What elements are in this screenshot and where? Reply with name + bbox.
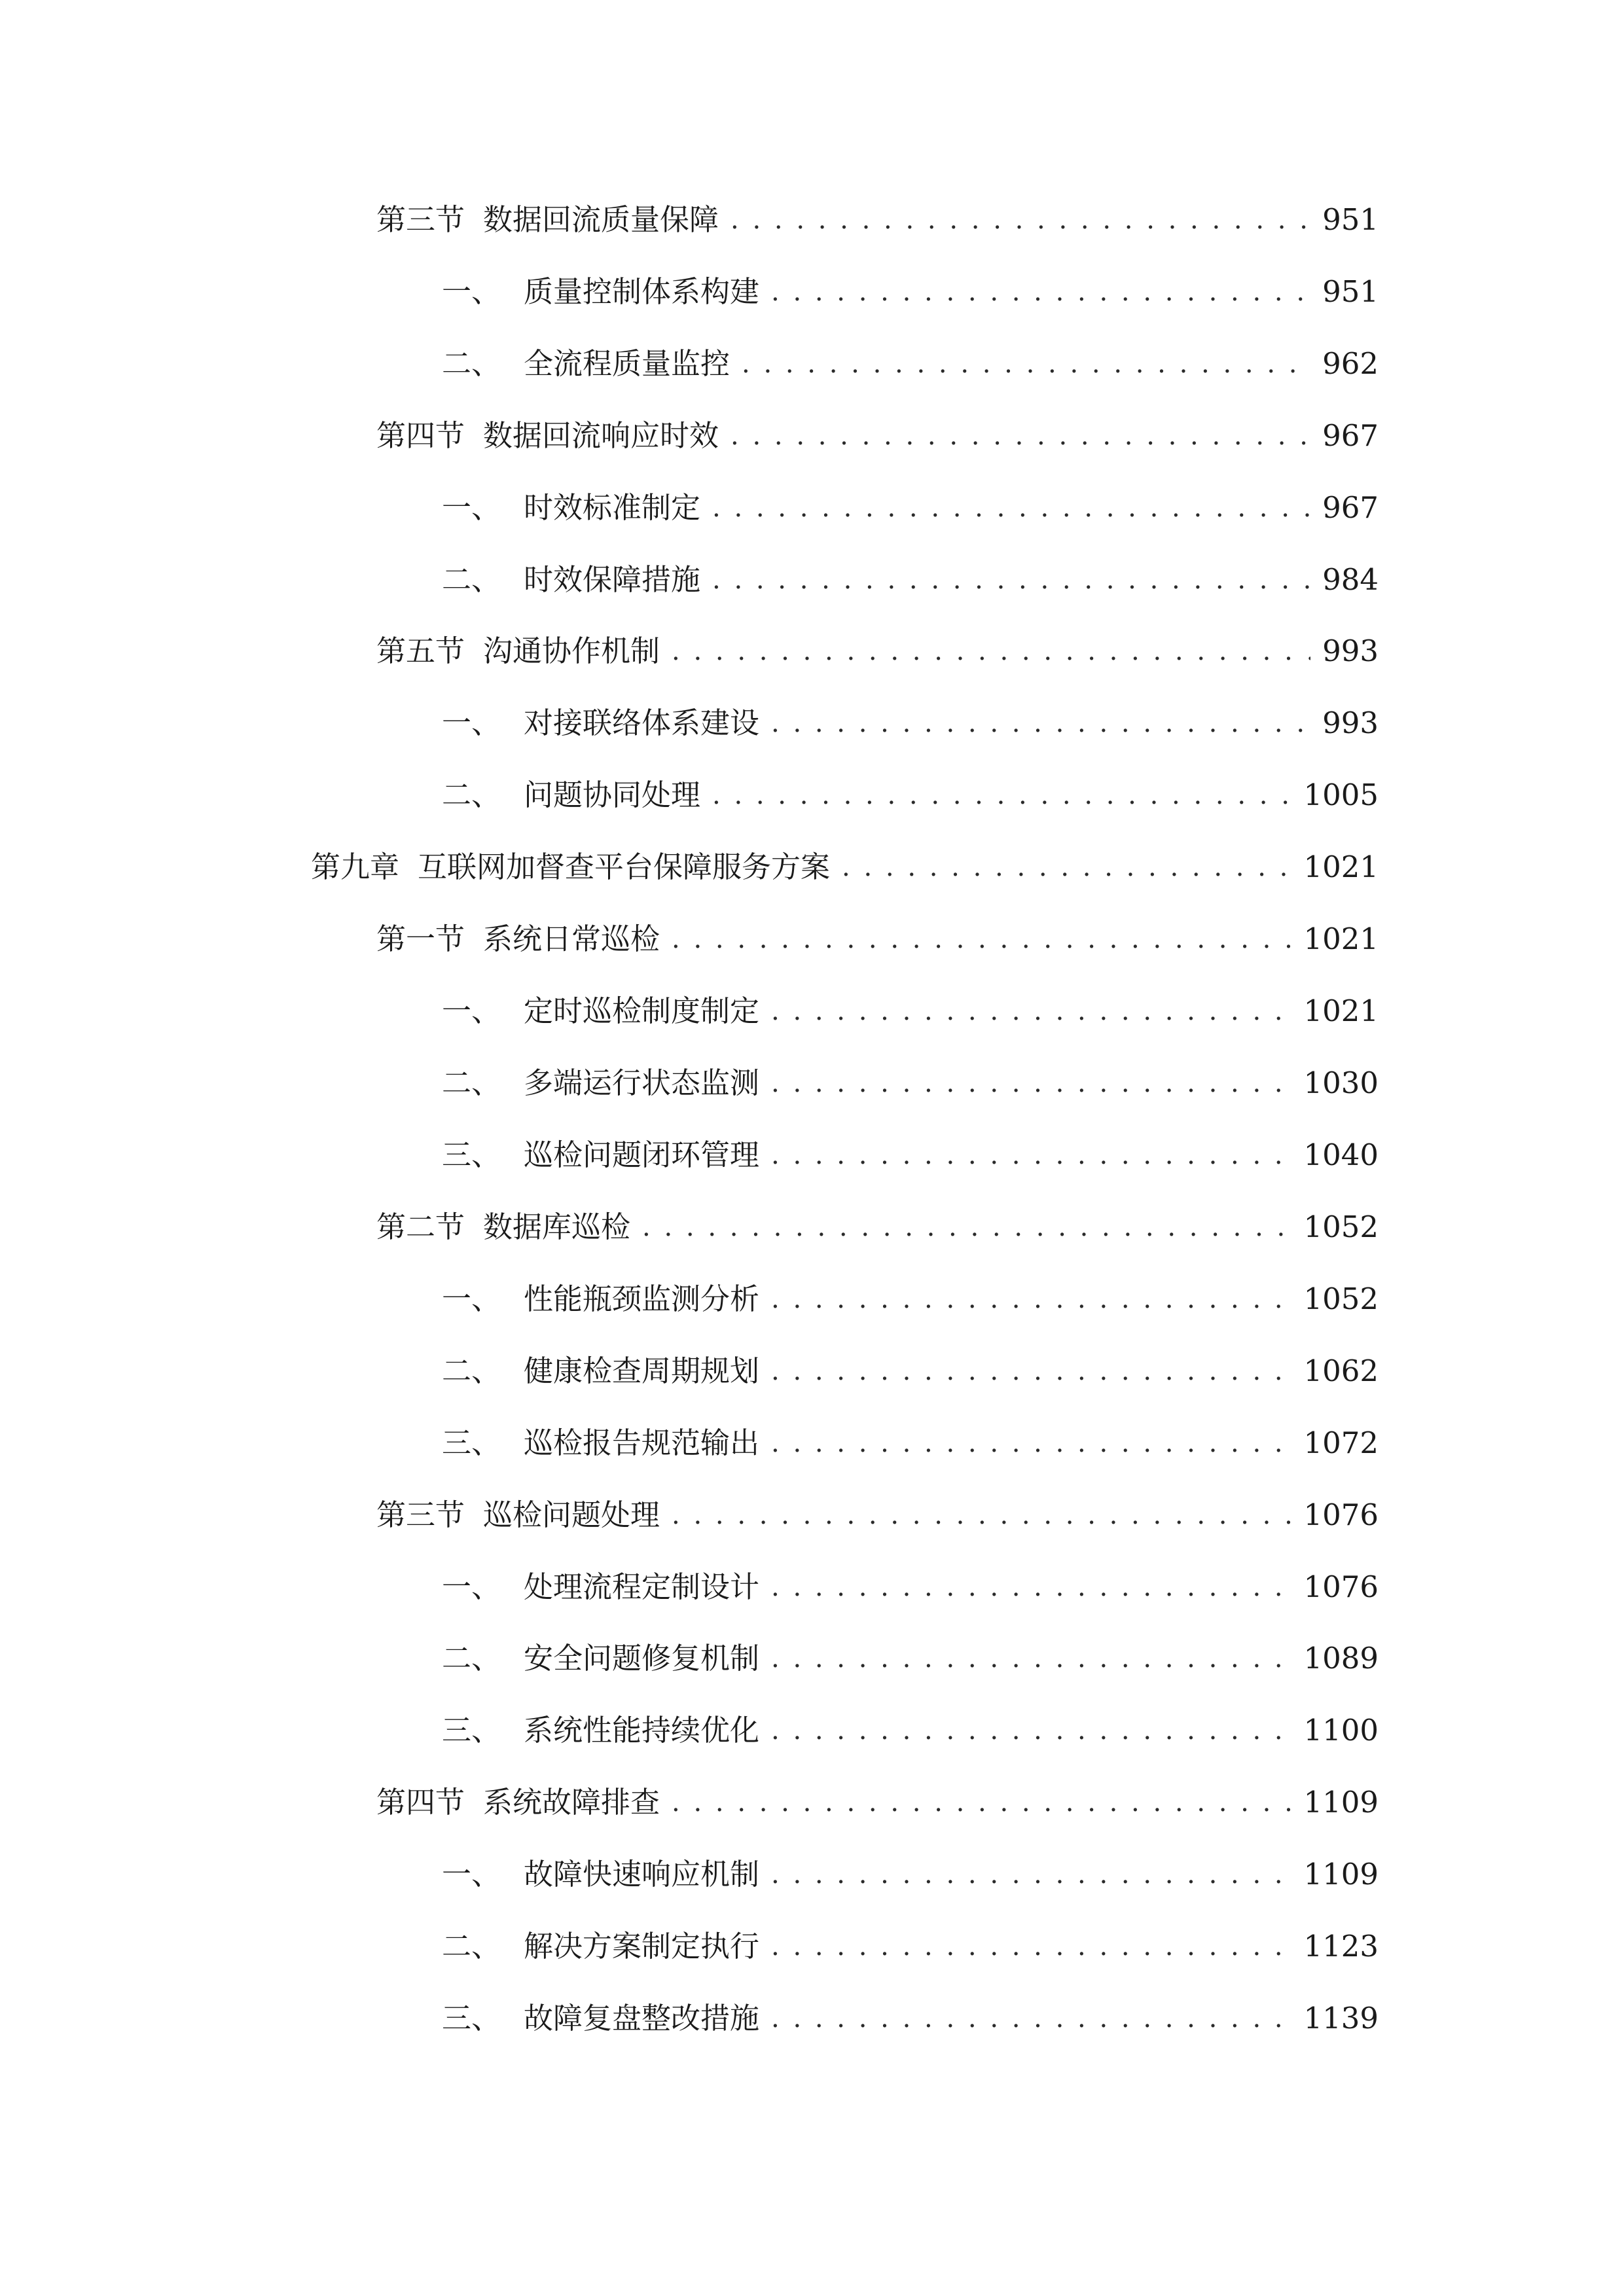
toc-entry-title: 时效标准制定 [524, 490, 701, 525]
toc-entry-title: 质量控制体系构建 [524, 274, 760, 309]
toc-entry-title: 互联网加督查平台保障服务方案 [418, 850, 831, 884]
toc-entry-title: 故障快速响应机制 [524, 1857, 760, 1892]
toc-entry-page-number: 1052 [1303, 1210, 1379, 1244]
toc-entry-prefix: 一、 [442, 1570, 501, 1604]
dot-leader [712, 550, 1310, 609]
toc-entry[interactable] [442, 1414, 1379, 1473]
toc-entry-page-number: 1072 [1303, 1426, 1379, 1460]
toc-entry[interactable] [442, 262, 1379, 321]
toc-entry-page-number: 1076 [1303, 1570, 1379, 1604]
toc-entry-prefix: 第四节 [376, 418, 465, 453]
toc-entry-prefix: 第九章 [311, 850, 400, 884]
toc-entry[interactable] [442, 1917, 1379, 1976]
dot-leader [771, 1558, 1291, 1617]
dot-leader [771, 1701, 1291, 1760]
toc-entry-prefix: 二、 [442, 1641, 501, 1676]
dot-leader [672, 1486, 1291, 1545]
dot-leader [731, 406, 1310, 465]
toc-entry-page-number: 951 [1322, 274, 1379, 309]
dot-leader [771, 1126, 1291, 1185]
toc-entry-title: 故障复盘整改措施 [524, 2001, 760, 2036]
dot-leader [771, 1989, 1291, 2048]
toc-entry[interactable] [376, 190, 1379, 249]
toc-entry-prefix: 第五节 [376, 634, 465, 668]
toc-entry-prefix: 第一节 [376, 922, 465, 956]
toc-entry[interactable] [376, 910, 1379, 969]
toc-entry-title: 数据回流响应时效 [483, 418, 719, 453]
toc-entry-page-number: 993 [1322, 706, 1379, 740]
toc-entry-prefix: 二、 [442, 1066, 501, 1100]
toc-entry-prefix: 三、 [442, 1426, 501, 1460]
dot-leader [672, 1773, 1291, 1832]
toc-entry-title: 巡检报告规范输出 [524, 1426, 760, 1460]
dot-leader [712, 766, 1291, 825]
toc-entry-prefix: 一、 [442, 274, 501, 309]
toc-entry-prefix: 三、 [442, 2001, 501, 2036]
toc-entry-page-number: 1123 [1303, 1929, 1379, 1964]
dot-leader [771, 1845, 1291, 1904]
dot-leader [672, 622, 1310, 681]
toc-entry[interactable] [442, 694, 1379, 753]
toc-entry-title: 解决方案制定执行 [524, 1929, 760, 1964]
toc-entry-prefix: 三、 [442, 1713, 501, 1748]
toc-entry-prefix: 二、 [442, 562, 501, 597]
dot-leader [672, 910, 1291, 969]
toc-entry-title: 沟通协作机制 [483, 634, 660, 668]
toc-entry-page-number: 1021 [1303, 994, 1379, 1028]
toc-entry[interactable] [376, 406, 1379, 465]
toc-entry[interactable] [442, 1054, 1379, 1113]
toc-entry-page-number: 962 [1322, 346, 1379, 381]
dot-leader [731, 190, 1310, 249]
toc-entry-prefix: 第三节 [376, 202, 465, 237]
toc-entry[interactable] [442, 1989, 1379, 2048]
dot-leader [842, 838, 1291, 897]
toc-entry-prefix: 第二节 [376, 1210, 465, 1244]
toc-entry-page-number: 1100 [1303, 1713, 1379, 1748]
toc-entry-page-number: 1062 [1303, 1354, 1379, 1388]
toc-entry-page-number: 1089 [1303, 1641, 1379, 1676]
toc-entry-page-number: 1030 [1303, 1066, 1379, 1100]
toc-entry[interactable] [442, 1701, 1379, 1760]
toc-entry-prefix: 第四节 [376, 1785, 465, 1820]
dot-leader [712, 478, 1310, 537]
toc-entry-prefix: 一、 [442, 490, 501, 525]
toc-entry[interactable] [442, 334, 1379, 393]
toc-entry[interactable] [442, 1558, 1379, 1617]
toc-entry[interactable] [376, 622, 1379, 681]
dot-leader [771, 982, 1291, 1041]
toc-entry-prefix: 二、 [442, 1354, 501, 1388]
toc-entry-prefix: 二、 [442, 346, 501, 381]
toc-entry-page-number: 1021 [1303, 850, 1379, 884]
toc-entry-prefix: 第三节 [376, 1498, 465, 1532]
toc-entry-prefix: 一、 [442, 994, 501, 1028]
toc-entry[interactable] [376, 1198, 1379, 1257]
toc-entry-title: 系统日常巡检 [483, 922, 660, 956]
toc-entry-title: 巡检问题处理 [483, 1498, 660, 1532]
toc-entry[interactable] [442, 478, 1379, 537]
toc-entry[interactable] [442, 1126, 1379, 1185]
toc-entry[interactable] [442, 1629, 1379, 1688]
toc-entry-title: 时效保障措施 [524, 562, 701, 597]
toc-entry[interactable] [442, 1270, 1379, 1329]
toc-entry-title: 巡检问题闭环管理 [524, 1138, 760, 1172]
dot-leader [771, 1342, 1291, 1401]
toc-entry-title: 系统性能持续优化 [524, 1713, 760, 1748]
toc-entry-page-number: 967 [1322, 490, 1379, 525]
dot-leader [642, 1198, 1291, 1257]
toc-entry-page-number: 993 [1322, 634, 1379, 668]
toc-entry-page-number: 1040 [1303, 1138, 1379, 1172]
dot-leader [771, 1917, 1291, 1976]
toc-entry[interactable] [376, 1773, 1379, 1832]
dot-leader [771, 1270, 1291, 1329]
dot-leader [742, 334, 1310, 393]
dot-leader [771, 262, 1310, 321]
toc-entry-prefix: 二、 [442, 1929, 501, 1964]
toc-entry[interactable] [442, 550, 1379, 609]
dot-leader [771, 1054, 1291, 1113]
toc-entry-page-number: 951 [1322, 202, 1379, 237]
toc-entry-page-number: 1109 [1303, 1857, 1379, 1892]
toc-entry-page-number: 1052 [1303, 1282, 1379, 1316]
toc-entry-prefix: 二、 [442, 778, 501, 812]
toc-entry-prefix: 一、 [442, 706, 501, 740]
dot-leader [771, 1414, 1291, 1473]
toc-entry[interactable] [442, 1342, 1379, 1401]
toc-entry-title: 全流程质量监控 [524, 346, 731, 381]
toc-entry-chapter[interactable] [311, 838, 1379, 897]
toc-entry-title: 对接联络体系建设 [524, 706, 760, 740]
toc-entry-title: 数据库巡检 [483, 1210, 631, 1244]
dot-leader [771, 694, 1310, 753]
toc-entry-page-number: 1021 [1303, 922, 1379, 956]
toc-entry-page-number: 1139 [1303, 2001, 1379, 2036]
toc-entry-title: 系统故障排查 [483, 1785, 660, 1820]
toc-entry[interactable] [376, 1486, 1379, 1545]
toc-entry-title: 数据回流质量保障 [483, 202, 719, 237]
toc-entry-prefix: 三、 [442, 1138, 501, 1172]
toc-entry-page-number: 984 [1322, 562, 1379, 597]
toc-entry[interactable] [442, 982, 1379, 1041]
toc-entry-page-number: 967 [1322, 418, 1379, 453]
toc-entry-title: 性能瓶颈监测分析 [524, 1282, 760, 1316]
toc-entry-prefix: 一、 [442, 1857, 501, 1892]
toc-entry-page-number: 1076 [1303, 1498, 1379, 1532]
toc-entry-title: 健康检查周期规划 [524, 1354, 760, 1388]
toc-entry-title: 定时巡检制度制定 [524, 994, 760, 1028]
toc-entry-title: 处理流程定制设计 [524, 1570, 760, 1604]
toc-entry-title: 问题协同处理 [524, 778, 701, 812]
toc-entry-page-number: 1005 [1303, 778, 1379, 812]
toc-entry[interactable] [442, 1845, 1379, 1904]
dot-leader [771, 1629, 1291, 1688]
toc-entry[interactable] [442, 766, 1379, 825]
toc-entry-page-number: 1109 [1303, 1785, 1379, 1820]
toc-entry-prefix: 一、 [442, 1282, 501, 1316]
toc-entry-title: 安全问题修复机制 [524, 1641, 760, 1676]
toc-entry-title: 多端运行状态监测 [524, 1066, 760, 1100]
